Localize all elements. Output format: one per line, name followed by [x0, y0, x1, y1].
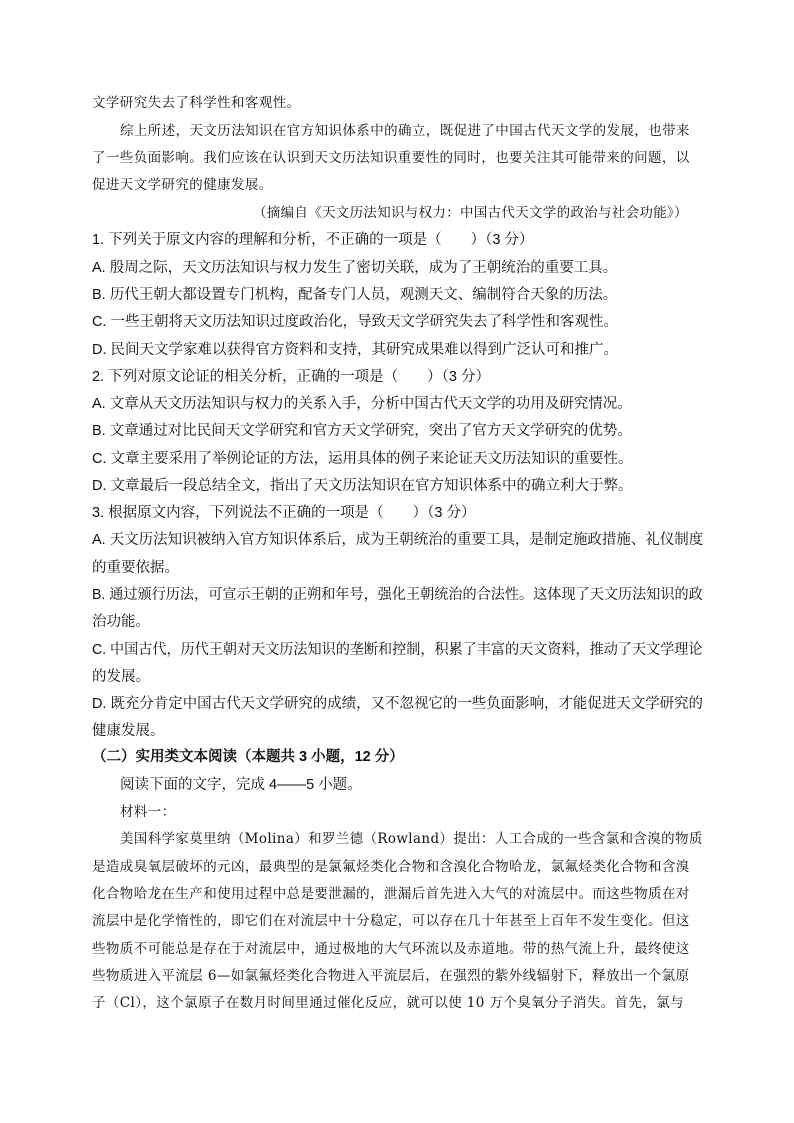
question-1-stem: 1. 下列关于原文内容的理解和分析，不正确的一项是（ ）（3 分）	[92, 232, 534, 248]
material-line-7: 子（Cl），这个氯原子在数月时间里通过催化反应，就可以使 10 万个臭氧分子消失。首先，氯与	[92, 995, 685, 1011]
question-3-option-d-line-1: D. 既充分肯定中国古代天文学研究的成绩，又不忽视它的一些负面影响，才能促进天文学研究的	[92, 696, 704, 712]
question-1-option-b: B. 历代王朝大都设置专门机构，配备专门人员，观测天文、编制符合天象的历法。	[92, 287, 618, 303]
question-1-option-d: D. 民间天文学家难以获得官方资料和支持，其研究成果难以得到广泛认可和推广。	[92, 342, 619, 358]
material-line-1: 美国科学家莫里纳（Molina）和罗兰德（Rowland）提出：人工合成的一些含氯和含溴的物质	[120, 831, 703, 847]
question-3-option-c-line-2: 的发展。	[92, 669, 150, 685]
question-1-option-c: C. 一些王朝将天文历法知识过度政治化，导致天文学研究失去了科学性和客观性。	[92, 314, 619, 330]
question-3-option-b-line-1: B. 通过颁行历法，可宣示王朝的正朔和年号，强化王朝统治的合法性。这体现了天文历法知识的政	[92, 587, 703, 603]
passage-summary-line-3: 促进天文学研究的健康发展。	[92, 177, 273, 193]
question-3-option-d-line-2: 健康发展。	[92, 723, 165, 739]
question-2-option-c: C. 文章主要采用了举例论证的方法，运用具体的例子来论证天文历法知识的重要性。	[92, 451, 633, 467]
material-line-6: 些物质进入平流层 6—如氯氟烃类化合物进入平流层后，在强烈的紫外线辐射下，释放出一个氯原	[92, 968, 690, 984]
question-2-stem: 2. 下列对原文论证的相关分析，正确的一项是（ ）（3 分）	[92, 369, 490, 385]
passage-source: （摘编自《天文历法知识与权力：中国古代天文学的政治与社会功能》）	[253, 205, 688, 221]
question-2-option-b: B. 文章通过对比民间天文学研究和官方天文学研究，突出了官方天文学研究的优势。	[92, 423, 632, 439]
section-instruction: 阅读下面的文字，完成 4——5 小题。	[120, 777, 362, 793]
passage-summary-line-1: 综上所述，天文历法知识在官方知识体系中的确立，既促进了中国古代天文学的发展，也带来	[120, 123, 690, 139]
question-3-option-a-line-1: A. 天文历法知识被纳入官方知识体系后，成为王朝统治的重要工具，是制定施政措施、礼仪制度	[92, 532, 704, 548]
question-2-option-d: D. 文章最后一段总结全文，指出了天文历法知识在官方知识体系中的确立利大于弊。	[92, 478, 633, 494]
passage-summary-line-2: 了一些负面影响。我们应该在认识到天文历法知识重要性的同时，也要关注其可能带来的问题，以	[92, 150, 690, 166]
material-line-5: 些物质不可能总是存在于对流层中，通过极地的大气环流以及赤道地。带的热气流上升，最终使这	[92, 941, 690, 957]
material-line-4: 流层中是化学惰性的，即它们在对流层中十分稳定，可以存在几十年甚至上百年不发生变化。但这	[92, 913, 690, 929]
question-3-option-c-line-1: C. 中国古代，历代王朝对天文历法知识的垄断和控制，积累了丰富的天文资料，推动了天文学理论	[92, 642, 703, 658]
material-label: 材料一：	[120, 804, 176, 820]
material-line-2: 是造成臭氧层破坏的元凶，最典型的是氯氟烃类化合物和含溴化合物哈龙，氯氟烃类化合物和含溴	[92, 859, 690, 875]
material-line-3: 化合物哈龙在生产和使用过程中总是要泄漏的，泄漏后首先进入大气的对流层中。而这些物质在对	[92, 886, 690, 902]
passage-paragraph-end: 文学研究失去了科学性和客观性。	[92, 95, 301, 111]
question-3-stem: 3. 根据原文内容，下列说法不正确的一项是（ ）（3 分）	[92, 505, 476, 521]
question-1-option-a: A. 殷周之际，天文历法知识与权力发生了密切关联，成为了王朝统治的重要工具。	[92, 260, 618, 276]
section-heading: （二）实用类文本阅读（本题共 3 小题，12 分）	[92, 749, 404, 765]
question-3-option-b-line-2: 治功能。	[92, 614, 150, 630]
question-2-option-a: A. 文章从天文历法知识与权力的关系入手，分析中国古代天文学的功用及研究情况。	[92, 396, 632, 412]
question-3-option-a-line-2: 的重要依据。	[92, 560, 179, 576]
